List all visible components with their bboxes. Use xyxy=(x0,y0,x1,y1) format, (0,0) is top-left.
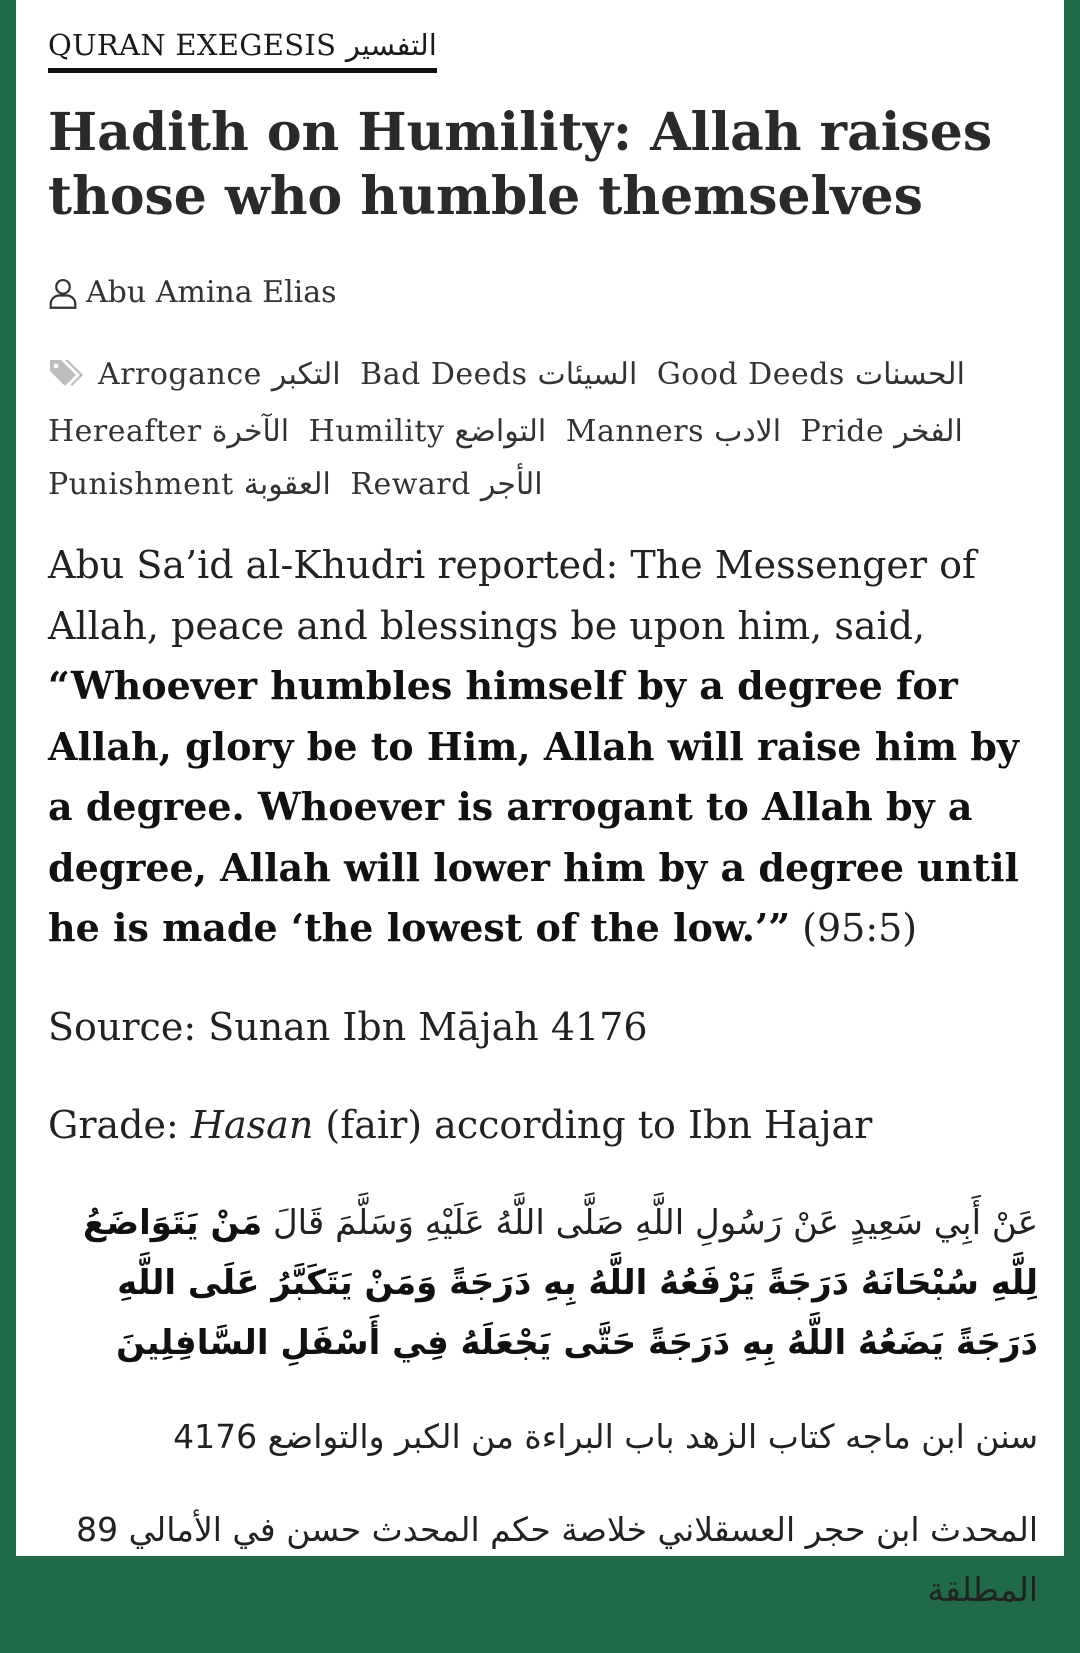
tag-link[interactable]: Hereafter الآخرة xyxy=(48,414,290,449)
tag-link[interactable]: Good Deeds الحسنات xyxy=(656,357,965,392)
tag-link[interactable]: Reward الأجر xyxy=(350,467,543,502)
arabic-quote: مَنْ يَتَوَاضَعُ لِلَّهِ سُبْحَانَهُ دَرَجَةً يَرْفَعُهُ اللَّهُ بِهِ دَرَجَةً وَمَنْ يَتَكَبَّرُ عَلَى اللَّهِ دَرَجَةً يَضَعُهُ اللَّهُ بِهِ دَرَجَةً حَتَّى يَجْعَلَهُ فِي أَسْفَلِ السَّافِلِينَ xyxy=(82,1202,1038,1363)
hadith-reference: (95:5) xyxy=(790,906,918,950)
author-byline xyxy=(48,275,1038,310)
tag-link[interactable]: Arrogance التكبر xyxy=(98,357,341,392)
page-title: Hadith on Humility: Allah raises those who humble themselves xyxy=(48,102,993,227)
hadith-grade xyxy=(48,1095,1038,1155)
arabic-grade: المحدث ابن حجر العسقلاني خلاصة حكم المحدث حسن في الأمالي 89 المطلقة xyxy=(76,1509,1038,1609)
hadith-source: Source: Sunan Ibn Mājah 4176 xyxy=(48,1004,648,1049)
arabic-hadith xyxy=(48,1193,1038,1373)
tag-link[interactable]: Humility التواضع xyxy=(308,414,547,449)
hadith-quote: “Whoever humbles himself by a degree for Allah, glory be to Him, Allah will raise him by a degree. Whoever is arrogant to Allah by a degree, Allah will lower him by a degree until he is made ‘the lowest of the low.’” xyxy=(48,663,1019,950)
arabic-source: سنن ابن ماجه كتاب الزهد باب البراءة من الكبر والتواضع 4176 xyxy=(173,1416,1038,1456)
tag-link[interactable]: Punishment العقوبة xyxy=(48,467,331,502)
tag-link[interactable]: Pride الفخر xyxy=(800,414,963,449)
article-page xyxy=(16,0,1064,1609)
grade-suffix: (fair) according to Ibn Hajar xyxy=(313,1102,873,1147)
category-link[interactable]: QURAN EXEGESIS التفسير xyxy=(48,28,437,73)
author-link[interactable]: Abu Amina Elias xyxy=(86,275,337,310)
hadith-intro: Abu Sa’id al-Khudri reported: The Messenger of Allah, peace and blessings be upon him, said, xyxy=(48,543,977,648)
tag-link[interactable]: Bad Deeds السيئات xyxy=(360,357,638,392)
article-content xyxy=(48,28,1038,1653)
grade-term: Hasan xyxy=(190,1102,314,1147)
hadith-text xyxy=(48,535,1038,959)
tag-list xyxy=(48,348,1038,511)
arabic-intro: عَنْ أَبِي سَعِيدٍ عَنْ رَسُولِ اللَّهِ صَلَّى اللَّهُ عَلَيْهِ وَسَلَّمَ قَالَ xyxy=(262,1202,1038,1243)
grade-prefix: Grade: xyxy=(48,1102,191,1147)
tags-icon xyxy=(48,352,84,405)
tag-link[interactable]: Manners الادب xyxy=(565,414,782,449)
user-icon xyxy=(48,277,78,309)
